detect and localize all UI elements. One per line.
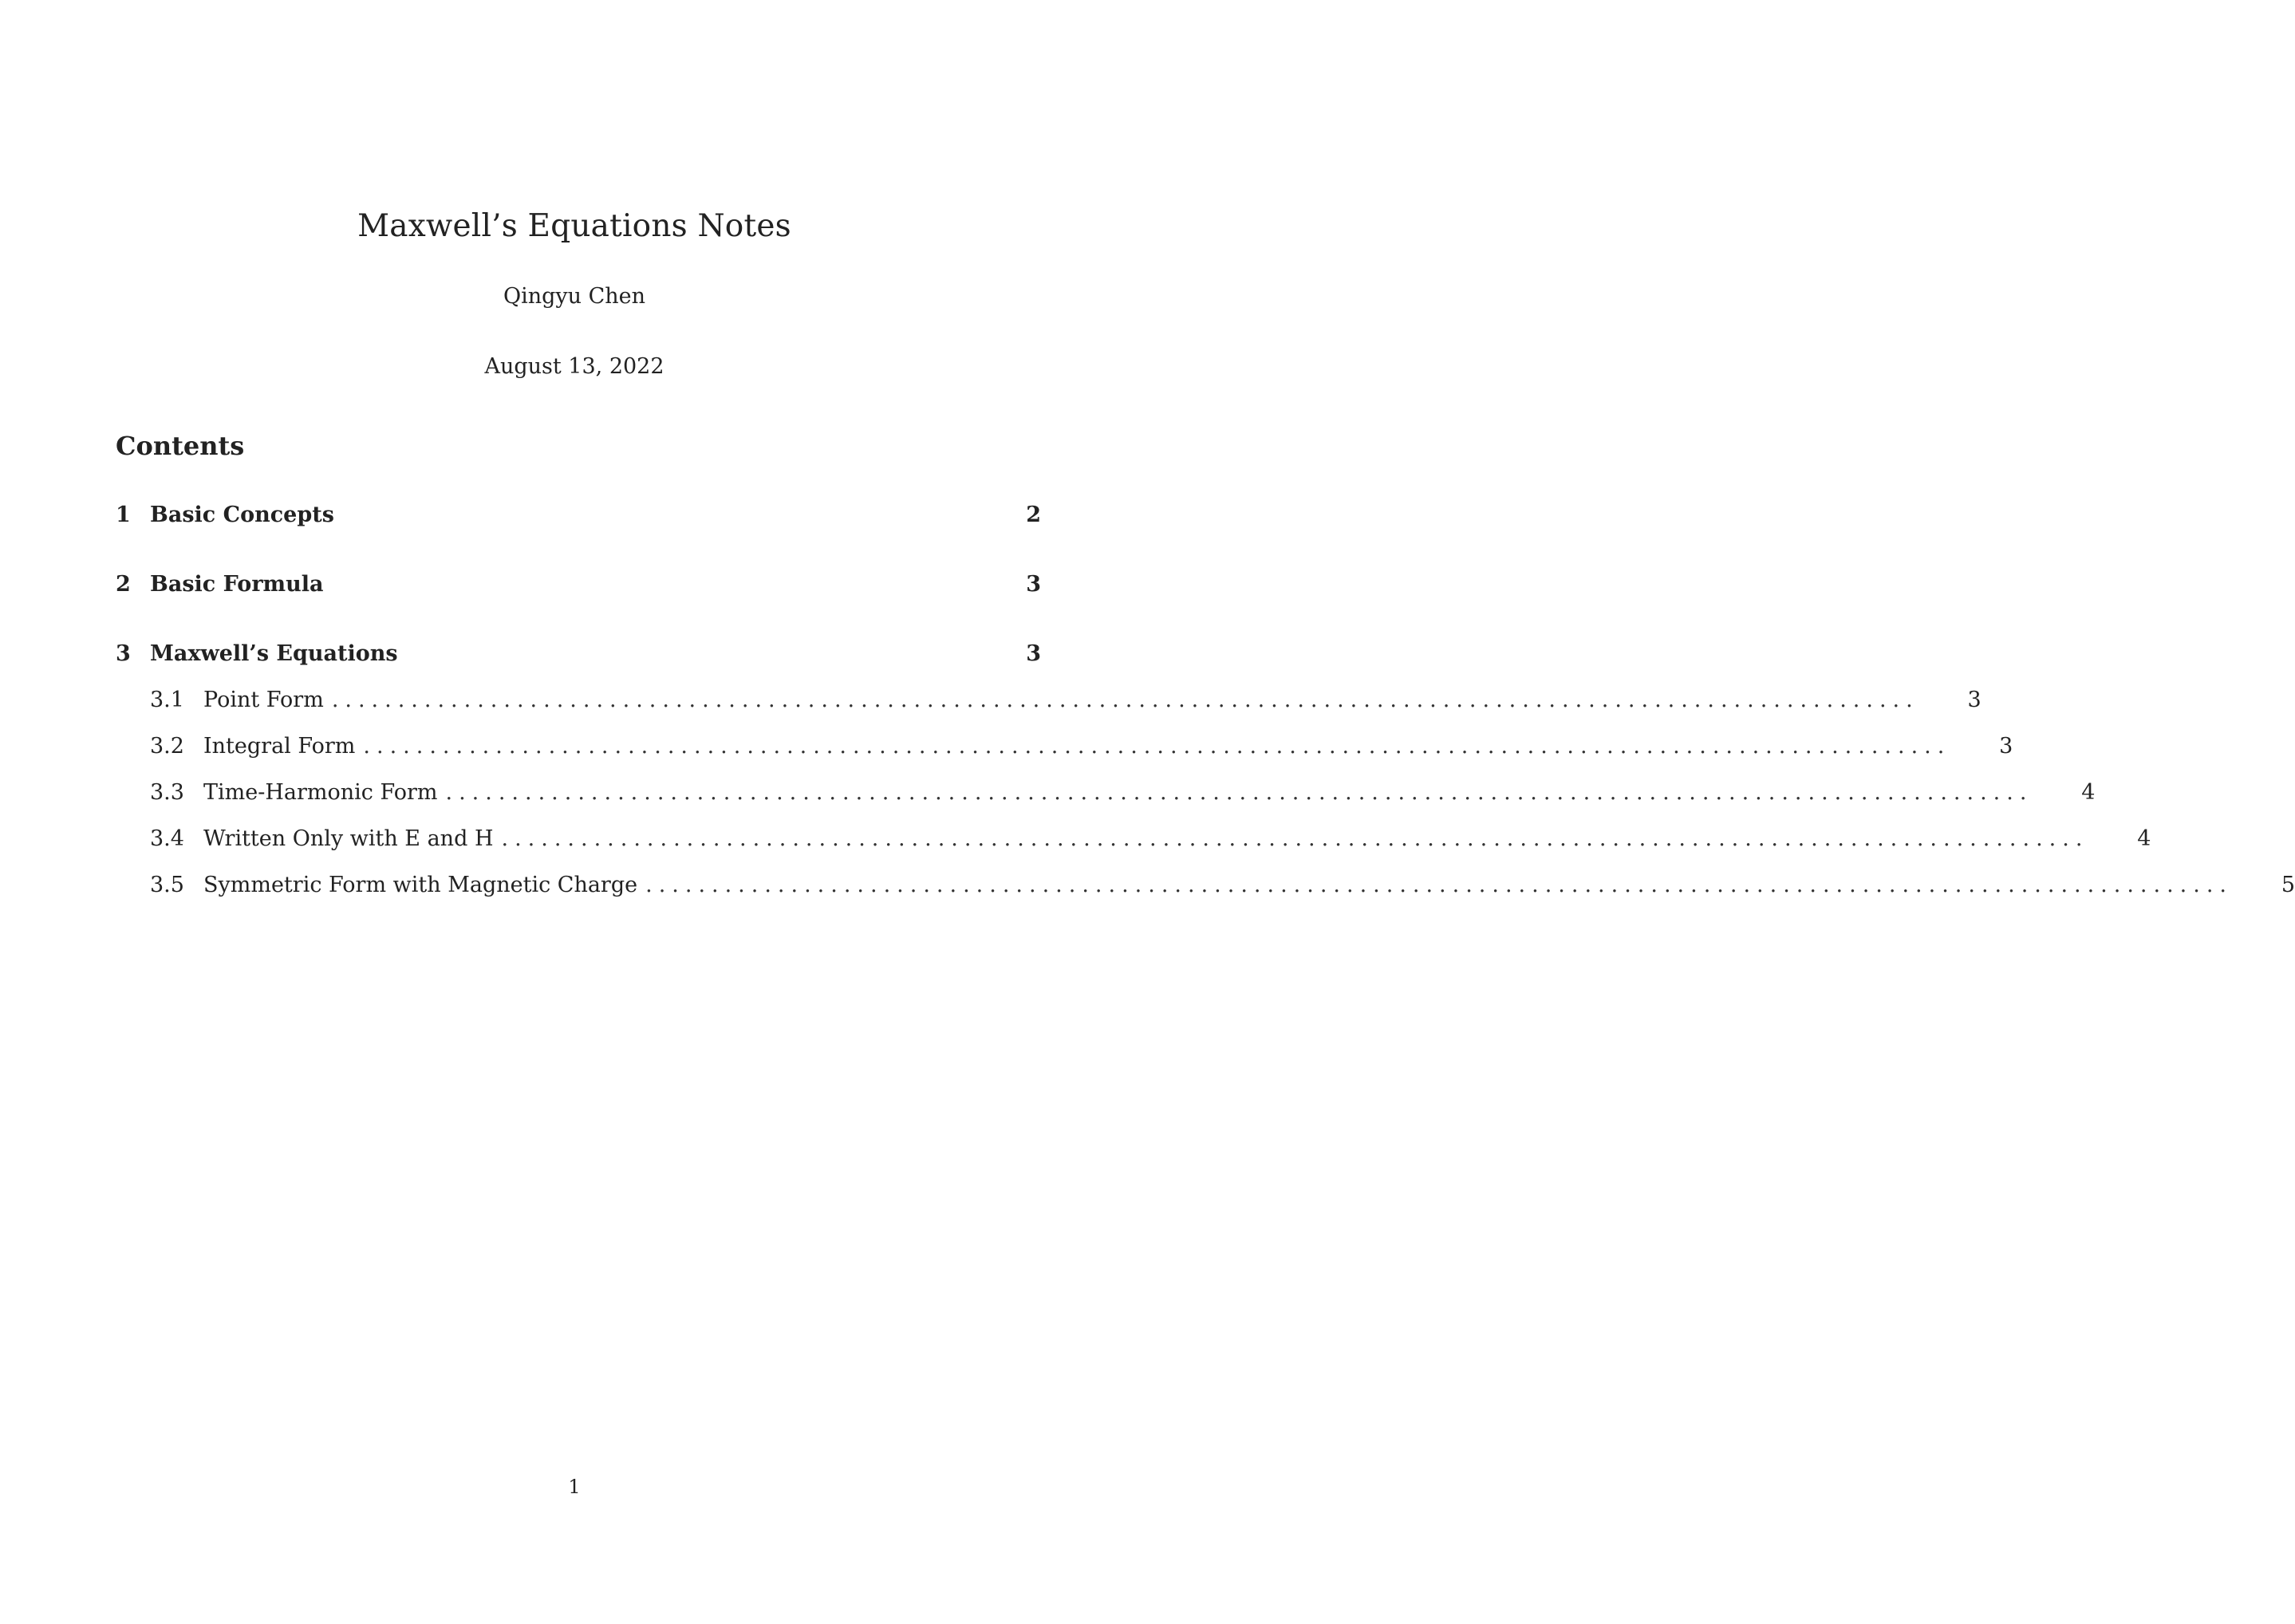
toc-section-1[interactable]: [116, 503, 1041, 534]
toc-subsection-number: 3.4: [150, 826, 184, 851]
toc-subsection-title: Written Only with E and H: [203, 826, 494, 851]
toc-subsection-page: 3: [1967, 688, 1982, 712]
toc-subsection-3-3[interactable]: [116, 780, 2096, 812]
toc-section-page: 3: [1026, 572, 1041, 597]
document-date: August 13, 2022: [484, 354, 664, 379]
toc-dot-leader: ........................................................................................................................: [445, 780, 2033, 805]
toc-subsection-title: Symmetric Form with Magnetic Charge: [203, 873, 638, 897]
toc-subsection-title: Point Form: [203, 688, 324, 712]
toc-section-title: Basic Concepts: [150, 503, 334, 527]
page-number: 1: [568, 1476, 581, 1498]
toc-section-2[interactable]: [116, 572, 1041, 604]
toc-subsection-title: Integral Form: [203, 734, 356, 759]
toc-subsection-title: Time-Harmonic Form: [203, 780, 438, 805]
toc-subsection-number: 3.2: [150, 734, 184, 759]
toc-section-title: Basic Formula: [150, 572, 324, 597]
toc-dot-leader: ........................................................................................................................: [501, 826, 2089, 851]
toc-subsection-page: 3: [1999, 734, 2013, 759]
table-of-contents: [116, 503, 2295, 905]
toc-subsection-3-1[interactable]: [116, 688, 1982, 719]
document-title: Maxwell’s Equations Notes: [357, 208, 791, 244]
toc-subsection-number: 3.5: [150, 873, 184, 897]
toc-section-3[interactable]: [116, 641, 1041, 673]
toc-subsection-3-4[interactable]: [116, 826, 2151, 858]
toc-section-page: 3: [1026, 641, 1041, 666]
toc-dot-leader: ........................................................................................................................: [331, 688, 1919, 712]
toc-subsection-page: 4: [2137, 826, 2151, 851]
contents-heading: Contents: [116, 431, 245, 461]
toc-subsection-page: 4: [2081, 780, 2096, 805]
toc-dot-leader: ........................................................................................................................: [645, 873, 2234, 897]
toc-subsection-number: 3.1: [150, 688, 184, 712]
toc-subsection-3-2[interactable]: [116, 734, 2013, 766]
toc-section-page: 2: [1026, 503, 1041, 527]
toc-dot-leader: ........................................................................................................................: [363, 734, 1951, 759]
toc-subsection-3-5[interactable]: [116, 873, 2295, 905]
document-author: Qingyu Chen: [503, 284, 646, 309]
toc-subsection-number: 3.3: [150, 780, 184, 805]
toc-subsection-page: 5: [2281, 873, 2295, 897]
toc-section-number: 2: [116, 572, 131, 597]
title-block: [0, 204, 1149, 383]
toc-section-number: 1: [116, 503, 131, 527]
toc-section-number: 3: [116, 641, 131, 666]
toc-section-title: Maxwell’s Equations: [150, 641, 398, 666]
